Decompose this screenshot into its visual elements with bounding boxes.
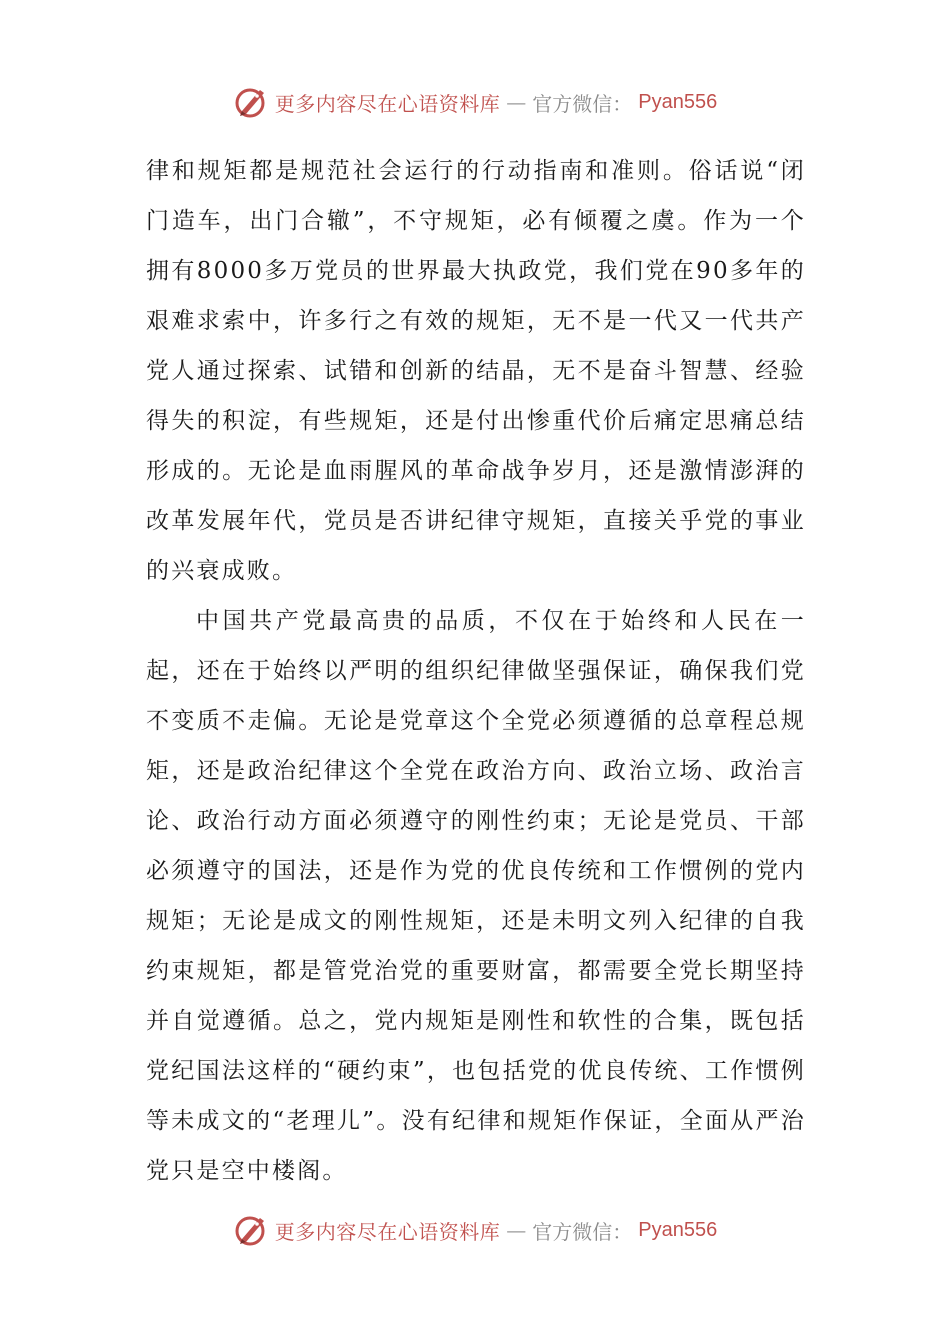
pen-logo-icon [233,1212,269,1248]
document-body [146,146,806,1196]
paragraph-1: 律和规矩都是规范社会运行的行动指南和准则。俗话说“闭门造车，出门合辙”，不守规矩，必有倾覆之虞。作为一个拥有8000多万党员的世界最大执政党，我们党在90多年的艰难求索中，许多行之有效的规矩，无不是一代又一代共产党人通过探索、试错和创新的结晶，无不是奋斗智慧、经验得失的积淀，有些规矩，还是付出惨重代价后痛定思痛总结形成的。无论是血雨腥风的革命战争岁月，还是激情澎湃的改革发展年代，党员是否讲纪律守规矩，直接关乎党的事业的兴衰成败。 [146,158,806,584]
banner-wechat-id: Pyan556 [638,90,718,113]
banner-dash: — [506,1218,527,1242]
banner-wechat-label: 官方微信： [532,91,633,116]
banner-library-text: 更多内容尽在心语资料库 [274,91,501,116]
banner-wechat-label: 官方微信： [532,1219,633,1244]
banner-dash: — [506,90,527,114]
banner-library-text: 更多内容尽在心语资料库 [274,1219,501,1244]
header-banner [0,82,950,122]
paragraph-2: 中国共产党最高贵的品质，不仅在于始终和人民在一起，还在于始终以严明的组织纪律做坚强保证，确保我们党不变质不走偏。无论是党章这个全党必须遵循的总章程总规矩，还是政治纪律这个全党在政治方向、政治立场、政治言论、政治行动方面必须遵守的刚性约束；无论是党员、干部必须遵守的国法，还是作为党的优良传统和工作惯例的党内规矩；无论是成文的刚性规矩，还是未明文列入纪律的自我约束规矩，都是管党治党的重要财富，都需要全党长期坚持并自觉遵循。总之，党内规矩是刚性和软性的合集，既包括党纪国法这样的“硬约束”，也包括党的优良传统、工作惯例等未成文的“老理儿”。没有纪律和规矩作保证，全面从严治党只是空中楼阁。 [146,608,806,1184]
pen-logo-icon [233,84,269,120]
banner-wechat-id: Pyan556 [638,1218,718,1241]
footer-banner [0,1210,950,1250]
